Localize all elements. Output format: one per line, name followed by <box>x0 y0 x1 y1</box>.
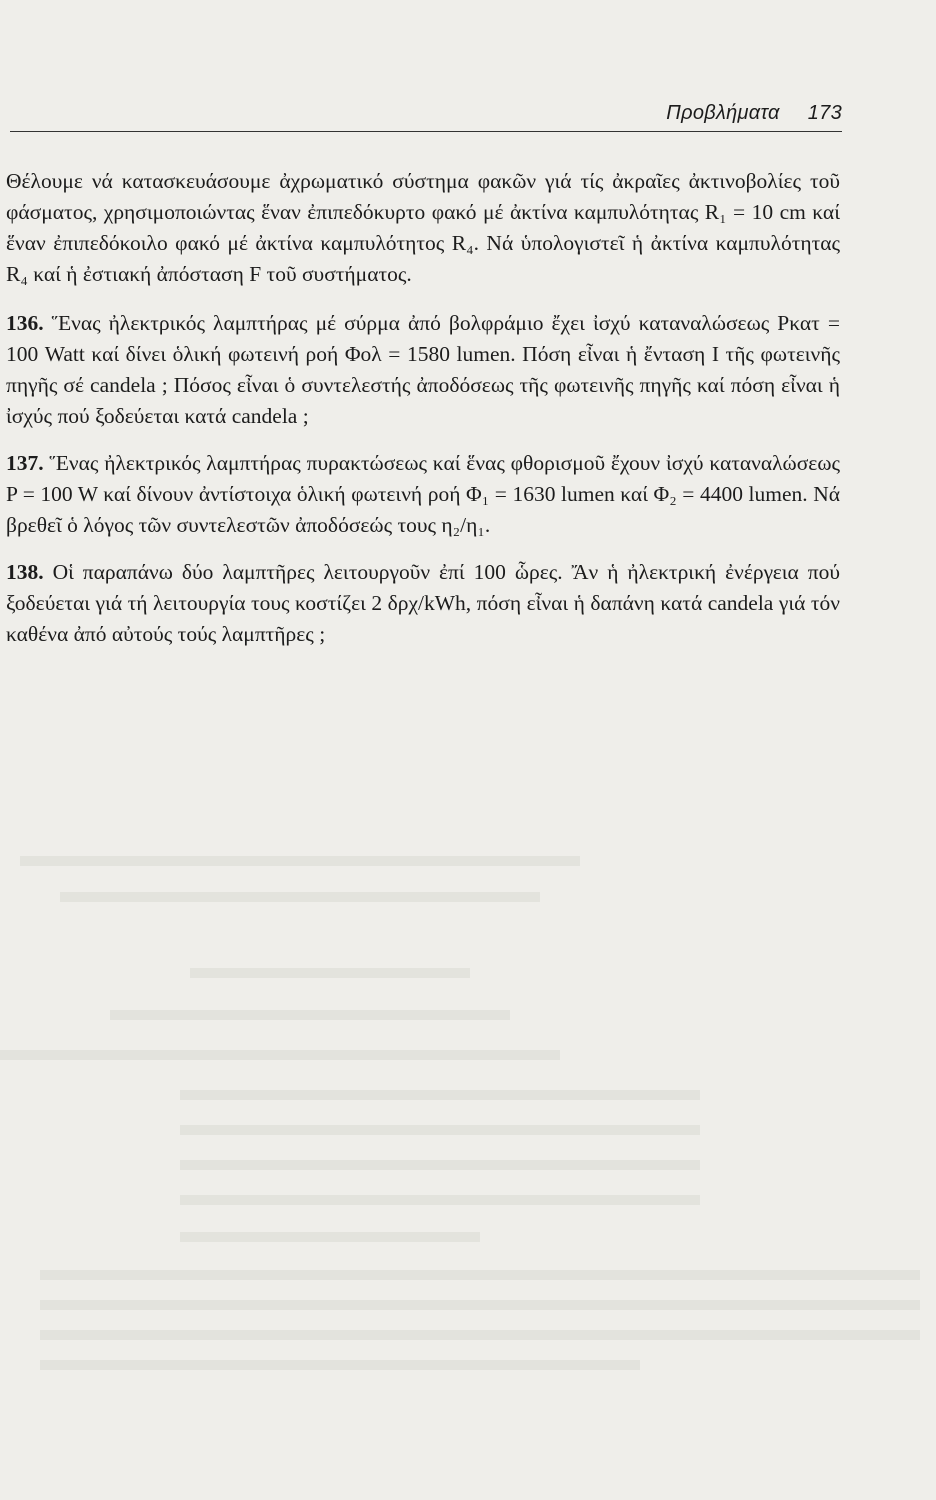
page-number: 173 <box>807 102 842 124</box>
problem-number: 138. <box>6 560 44 584</box>
problem-number: 137. <box>6 451 44 475</box>
header-rule <box>10 131 842 132</box>
problem-138 <box>6 557 840 650</box>
running-header <box>0 102 842 125</box>
problem-paragraph <box>6 166 840 290</box>
paragraph-text: Οἱ παραπάνω δύο λαμπτῆρες λειτουργοῦν ἐπί 100 ὧρες. Ἄν ἡ ἠλεκτρική ἐνέργεια πού ξοδεύεται γιά τή λειτουργία τους κοστίζει 2 δρχ/kWh, πόση εἶναι ἡ δαπάνη κατά candela γιά τόν καθένα ἀπό αὐτούς τούς λαμπτῆρες ; <box>6 560 840 646</box>
header-title: Προβλήματα <box>666 102 780 124</box>
problem-136 <box>6 308 840 432</box>
paragraph-text: Ἕνας ἠλεκτρικός λαμπτήρας μέ σύρμα ἀπό βολφράμιο ἔχει ἰσχύ καταναλώσεως Pκατ = 100 Watt καί δίνει ὁλική φωτεινή ροή Φολ = 1580 lumen. Πόση εἶναι ἡ ἔνταση I τῆς φωτεινῆς πηγῆς σέ candela ; Πόσος εἶναι ὁ συντελεστής ἀποδόσεως τῆς φωτεινῆς πηγῆς καί πόση εἶναι ἡ ἰσχύς πού ξοδεύεται κατά candela ; <box>6 311 840 428</box>
problem-137 <box>6 448 840 541</box>
problem-number: 136. <box>6 311 44 335</box>
problems-text <box>6 166 840 666</box>
paragraph-text: Ἕνας ἠλεκτρικός λαμπτήρας πυρακτώσεως καί ἕνας φθορισμοῦ ἔχουν ἰσχύ καταναλώσεως P = 100 W καί δίνουν ἀντίστοιχα ὁλική φωτεινή ροή Φ₁ = 1630 lumen καί Φ₂ = 4400 lumen. Νά βρεθεῖ ὁ λόγος τῶν συντελεστῶν ἀποδόσεώς τους η₂/η₁. <box>6 451 840 537</box>
paragraph-text: Θέλουμε νά κατασκευάσουμε ἀχρωματικό σύστημα φακῶν γιά τίς ἀκραῖες ἀκτινοβολίες τοῦ φάσματος, χρησιμοποιώντας ἕναν ἐπιπεδόκυρτο φακό μέ ἀκτίνα καμπυλότητας R₁ = 10 cm καί ἕναν ἐπιπεδόκοιλο φακό μέ ἀκτίνα καμπυλότητος R₄. Νά ὑπολογιστεῖ ἡ ἀκτίνα καμπυλότητας R₄ καί ἡ ἐστιακή ἀπόσταση F τοῦ συστήματος. <box>6 169 840 286</box>
